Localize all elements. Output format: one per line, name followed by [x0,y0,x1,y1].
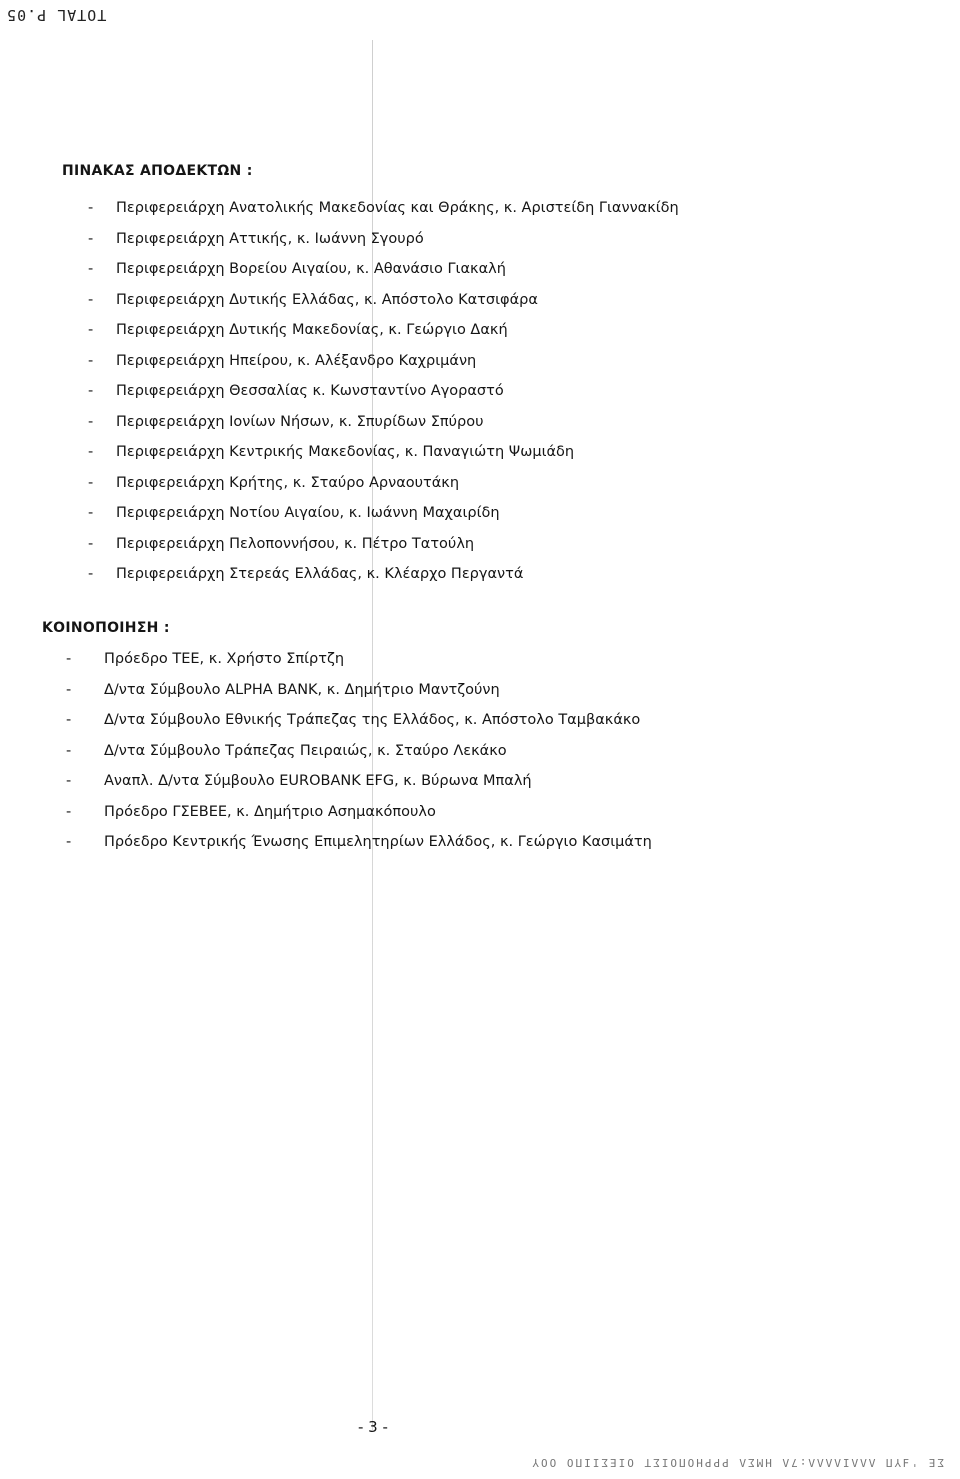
list-dash: - [88,261,94,277]
recipient-entry-text: Περιφερειάρχη Κρήτης, κ. Σταύρο Αρναουτάκη [116,474,460,491]
list-dash: - [88,535,94,552]
recipient-entry-text: Περιφερειάρχη Κεντρικής Μακεδονίας, κ. Παναγιώτη Ψωμιάδη [116,444,575,460]
list-dash: - [66,834,72,850]
list-dash: - [66,742,72,759]
recipient-entry-text: Περιφερειάρχη Στερεάς Ελλάδας, κ. Κλέαρχο Περγαντά [116,566,524,582]
recipient-entry-text: Περιφερειάρχη Βορείου Αιγαίου, κ. Αθανάσιο Γιακαλή [116,261,506,277]
page-number: - 3 - [358,1418,388,1436]
fax-transmission-footer: ΣΕ 'ℲΥΠ ΛΛΛΙΛΛΛΛ:7Λ HMΣΛ ΡΡΡΗΟΠΟΙΣΤ ΟΙΕΣΙΙΠΟ ΟΟΥ [530,1456,944,1469]
recipient-entry-text: Περιφερειάρχη Αττικής, κ. Ιωάννη Σγουρό [116,230,424,247]
cc-entry-text: Πρόεδρο ΓΣΕΒΕΕ, κ. Δημήτριο Ασημακόπουλο [104,803,436,820]
list-dash: - [88,291,94,308]
list-dash: - [88,322,94,338]
list-dash: - [88,200,94,216]
list-dash: - [88,383,94,399]
recipients-heading: ΠΙΝΑΚΑΣ ΑΠΟΔΕΚΤΩΝ : [62,163,253,179]
list-dash: - [88,474,94,491]
list-dash: - [88,505,94,521]
fax-transmission-header: TOTAL P.05 [6,6,107,24]
list-dash: - [66,773,72,789]
recipient-entry-text: Περιφερειάρχη Νοτίου Αιγαίου, κ. Ιωάννη Μαχαιρίδη [116,505,500,521]
recipient-entry-text: Περιφερειάρχη Ανατολικής Μακεδονίας και Θράκης, κ. Αριστείδη Γιαννακίδη [116,200,679,216]
list-dash: - [66,651,72,667]
cc-entry-text: Δ/ντα Σύμβουλο Εθνικής Τράπεζας της Ελλάδος, κ. Απόστολο Ταμβακάκο [104,712,641,728]
list-dash: - [66,803,72,820]
list-dash: - [66,712,72,728]
cc-entry-text: Πρόεδρο ΤΕΕ, κ. Χρήστο Σπίρτζη [104,651,345,667]
cc-entry-text: Αναπλ. Δ/ντα Σύμβουλο EUROBANK EFG, κ. Βύρωνα Μπαλή [104,773,532,789]
list-dash: - [88,444,94,460]
list-dash: - [88,413,94,430]
recipient-entry-text: Περιφερειάρχη Δυτικής Ελλάδας, κ. Απόστολο Κατσιφάρα [116,291,538,308]
list-dash: - [88,230,94,247]
list-dash: - [88,352,94,369]
list-dash: - [88,566,94,582]
recipient-entry-text: Περιφερειάρχη Ιονίων Νήσων, κ. Σπυρίδων Σπύρου [116,413,484,430]
recipient-entry-text: Περιφερειάρχη Πελοποννήσου, κ. Πέτρο Τατούλη [116,535,475,552]
recipient-entry-text: Περιφερειάρχη Θεσσαλίας κ. Κωνσταντίνο Αγοραστό [116,383,504,399]
list-dash: - [66,681,72,698]
cc-heading: ΚΟΙΝΟΠΟΙΗΣΗ : [42,620,170,636]
recipient-entry-text: Περιφερειάρχη Δυτικής Μακεδονίας, κ. Γεώργιο Δακή [116,322,508,338]
cc-entry-text: Πρόεδρο Κεντρικής Ένωσης Επιμελητηρίων Ελλάδος, κ. Γεώργιο Κασιμάτη [104,834,652,850]
cc-entry-text: Δ/ντα Σύμβουλο ALPHA BANK, κ. Δημήτριο Μαντζούνη [104,681,500,698]
recipient-entry-text: Περιφερειάρχη Ηπείρου, κ. Αλέξανδρο Καχριμάνη [116,352,477,369]
cc-entry-text: Δ/ντα Σύμβουλο Τράπεζας Πειραιώς, κ. Σταύρο Λεκάκο [104,742,507,759]
